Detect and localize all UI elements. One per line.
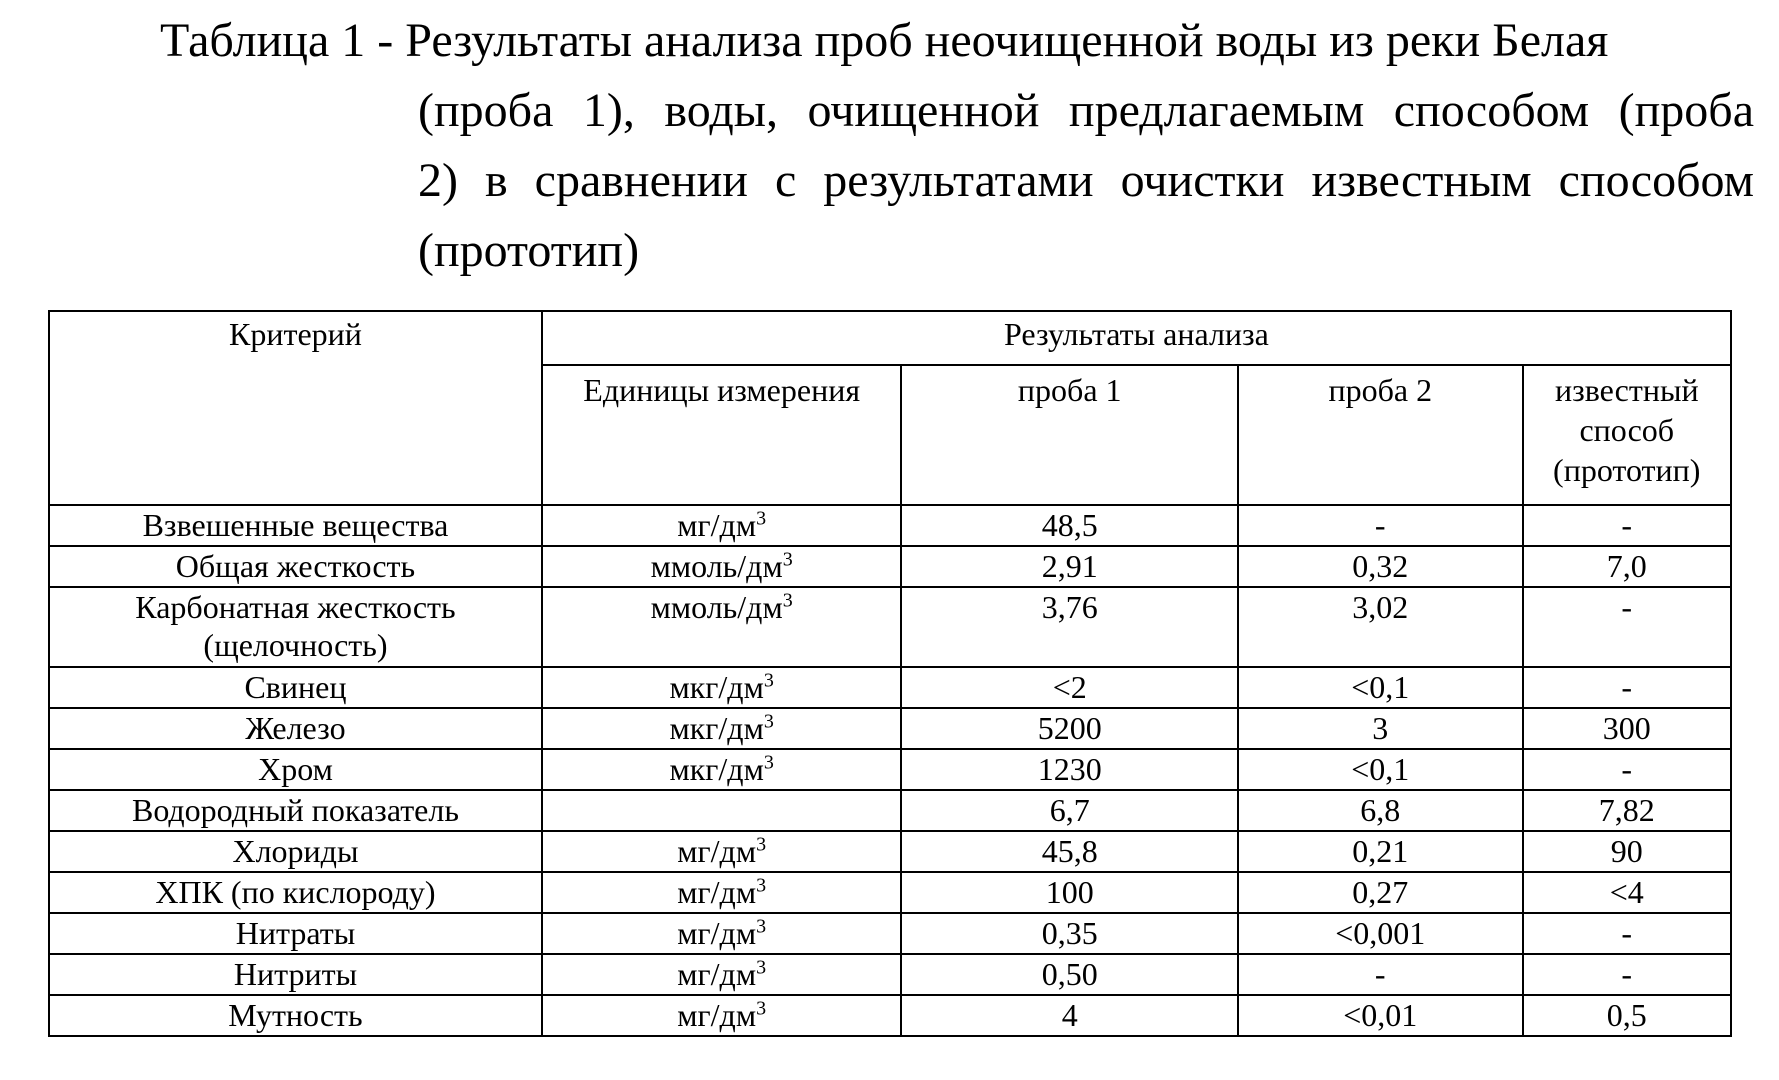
cell-known: 0,5 [1523,995,1732,1036]
cell-unit [542,667,902,708]
table-caption [160,6,1754,286]
cell-criterion [49,995,542,1036]
criterion-text: Свинец [244,669,347,705]
cell-criterion [49,505,542,546]
criterion-text: Железо [245,710,346,746]
caption-line-4: (прототип) [418,224,640,277]
header-known-line3: (прототип) [1553,452,1701,488]
criterion-text: Взвешенные вещества [142,507,449,543]
cell-unit [542,708,902,749]
cell-known: - [1523,587,1732,667]
criterion-text: ХПК (по кислороду) [155,874,436,910]
unit-exponent: 3 [756,507,767,530]
table-row [49,872,1731,913]
cell-sample1: 1230 [901,749,1238,790]
cell-unit [542,546,902,587]
cell-sample1: 100 [901,872,1238,913]
criterion-text: Нитриты [233,956,358,992]
criterion-text: Хром [258,751,333,787]
cell-sample1: 4 [901,995,1238,1036]
cell-sample1: 2,91 [901,546,1238,587]
table-row [49,831,1731,872]
table-body [49,505,1731,1036]
unit-text: мг/дм [677,507,757,543]
cell-criterion [49,872,542,913]
unit-exponent: 3 [763,710,774,733]
unit-exponent: 3 [782,589,793,612]
cell-criterion [49,708,542,749]
unit-text: мкг/дм [669,751,764,787]
unit-text: мг/дм [677,997,757,1033]
cell-known: 90 [1523,831,1732,872]
header-units: Единицы измерения [542,365,902,505]
table-row [49,667,1731,708]
table-row [49,954,1731,995]
cell-sample1: 3,76 [901,587,1238,667]
header-sample2: проба 2 [1238,365,1522,505]
cell-sample2: 0,32 [1238,546,1522,587]
cell-unit [542,995,902,1036]
unit-exponent: 3 [763,669,774,692]
cell-sample1: 0,50 [901,954,1238,995]
unit-text: мг/дм [677,874,757,910]
criterion-text-line2: (щелочность) [203,627,388,663]
caption-line-2: (проба 1), воды, очищенной предлагаемым способом (проба [418,84,1754,137]
unit-text: мкг/дм [669,669,764,705]
cell-sample1: 48,5 [901,505,1238,546]
caption-line-1: Таблица 1 - Результаты анализа проб неочищенной воды из реки Белая [160,14,1609,67]
cell-known: - [1523,954,1732,995]
table-row [49,913,1731,954]
cell-sample1: 5200 [901,708,1238,749]
table-row [49,546,1731,587]
criterion-text: Водородный показатель [131,792,459,828]
cell-known: - [1523,913,1732,954]
criterion-text: Хлориды [232,833,359,869]
cell-sample1: 6,7 [901,790,1238,831]
unit-exponent: 3 [756,956,767,979]
cell-known: 300 [1523,708,1732,749]
criterion-text: Мутность [228,997,363,1033]
criterion-text: Нитраты [235,915,356,951]
header-results: Результаты анализа [542,311,1731,365]
cell-sample2: <0,1 [1238,749,1522,790]
cell-sample2: 3,02 [1238,587,1522,667]
cell-sample1: 45,8 [901,831,1238,872]
unit-exponent: 3 [756,874,767,897]
cell-known: - [1523,667,1732,708]
cell-criterion [49,954,542,995]
cell-sample2: <0,001 [1238,913,1522,954]
table-row [49,587,1731,667]
cell-known: 7,82 [1523,790,1732,831]
cell-unit [542,913,902,954]
header-criterion: Критерий [49,311,542,505]
header-sample1: проба 1 [901,365,1238,505]
unit-exponent: 3 [756,915,767,938]
unit-exponent: 3 [756,997,767,1020]
table-row [49,749,1731,790]
cell-sample2: <0,01 [1238,995,1522,1036]
cell-known: <4 [1523,872,1732,913]
cell-sample2: <0,1 [1238,667,1522,708]
unit-text: мг/дм [677,833,757,869]
cell-criterion [49,831,542,872]
cell-sample2: 3 [1238,708,1522,749]
cell-criterion [49,913,542,954]
results-table [48,310,1732,1037]
header-known-line1: известный [1554,372,1699,408]
table-row [49,708,1731,749]
cell-sample2: 6,8 [1238,790,1522,831]
cell-sample2: 0,27 [1238,872,1522,913]
cell-known: 7,0 [1523,546,1732,587]
cell-unit [542,790,902,831]
cell-known: - [1523,505,1732,546]
cell-sample1: 0,35 [901,913,1238,954]
unit-exponent: 3 [782,548,793,571]
caption-line-3: 2) в сравнении с результатами очистки известным способом [418,154,1754,207]
cell-unit [542,749,902,790]
criterion-text: Общая жесткость [175,548,416,584]
cell-criterion [49,587,542,667]
unit-exponent: 3 [756,833,767,856]
unit-text: мг/дм [677,915,757,951]
header-known [1523,365,1732,505]
cell-sample2: 0,21 [1238,831,1522,872]
unit-text: ммоль/дм [650,548,783,584]
header-known-line2: способ [1579,412,1675,448]
unit-text: ммоль/дм [650,589,783,625]
table-row [49,505,1731,546]
cell-unit [542,505,902,546]
criterion-text: Карбонатная жесткость [135,589,456,625]
cell-criterion [49,790,542,831]
cell-sample1: <2 [901,667,1238,708]
unit-text: мг/дм [677,956,757,992]
cell-sample2: - [1238,954,1522,995]
cell-unit [542,587,902,667]
cell-criterion [49,667,542,708]
table-row [49,995,1731,1036]
cell-unit [542,954,902,995]
cell-unit [542,831,902,872]
table-row [49,790,1731,831]
cell-known: - [1523,749,1732,790]
cell-criterion [49,749,542,790]
unit-text: мкг/дм [669,710,764,746]
cell-unit [542,872,902,913]
cell-sample2: - [1238,505,1522,546]
cell-criterion [49,546,542,587]
unit-exponent: 3 [763,751,774,774]
